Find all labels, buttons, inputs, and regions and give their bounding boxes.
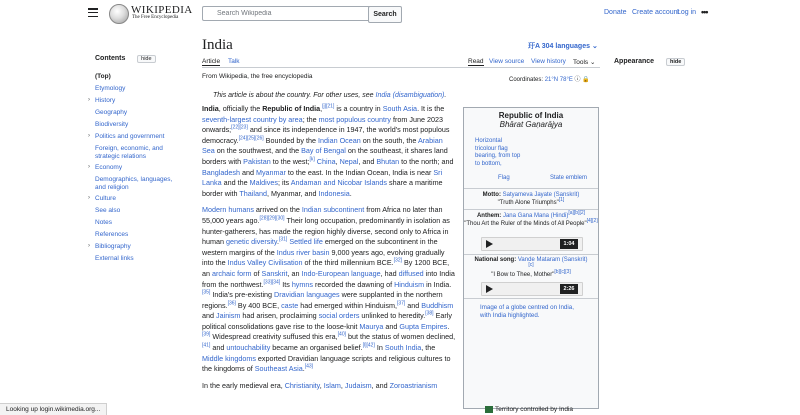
infobox-divider — [464, 188, 598, 189]
toc-item-politics[interactable]: Politics and government — [95, 133, 165, 140]
tab-talk[interactable]: Talk — [228, 58, 240, 65]
browser-status-bar: Looking up login.wikimedia.org... — [0, 403, 107, 415]
toc-item-references[interactable]: References — [95, 231, 129, 238]
legend-swatch — [485, 406, 493, 413]
national-song-row — [464, 257, 598, 280]
site-subtitle: From Wikipedia, the free encyclopedia — [202, 73, 313, 80]
table-of-contents — [88, 55, 190, 262]
create-account-link[interactable]: Create account — [632, 9, 680, 16]
wikipedia-wordmark[interactable]: WIKIPEDIA — [131, 4, 193, 16]
search-input[interactable] — [202, 6, 382, 21]
national-song-label: National song: — [474, 257, 517, 263]
tab-divider — [202, 67, 600, 68]
emblem-caption-link[interactable]: State emblem — [550, 175, 588, 181]
tab-article[interactable]: Article — [202, 58, 221, 65]
wikipedia-tagline: The Free Encyclopedia — [132, 15, 179, 20]
page-title: India — [202, 37, 233, 53]
toc-chevron-icon[interactable]: › — [88, 195, 90, 201]
toc-chevron-icon[interactable]: › — [88, 133, 90, 139]
infobox-title: Republic of India — [498, 111, 564, 120]
national-song-native-link[interactable]: Vande Mataram — [517, 257, 561, 263]
anthem-audio-player[interactable] — [481, 237, 583, 251]
wikipedia-globe-logo[interactable] — [109, 4, 129, 24]
anthem-language-link[interactable]: (Hindi) — [550, 213, 569, 219]
hatnote-link[interactable]: India (disambiguation) — [375, 92, 445, 99]
toc-chevron-icon[interactable]: › — [88, 164, 90, 170]
infobox — [463, 107, 599, 409]
national-song-refs[interactable]: [b][c][3] — [554, 269, 571, 275]
toc-item-bibliography[interactable]: Bibliography — [95, 243, 131, 250]
chevron-down-icon: ⌄ — [591, 43, 598, 50]
toc-item-see-also[interactable]: See also — [95, 207, 121, 214]
map-legend — [485, 406, 573, 413]
motto-english: "Truth Alone Triumphs" — [497, 199, 559, 206]
play-icon[interactable] — [486, 240, 493, 248]
national-song-audio-player[interactable] — [481, 282, 583, 296]
national-song-ref[interactable]: [c] — [528, 261, 534, 268]
lead-paragraph: India, officially the Republic of India,[j][21] is a country in South Asia. It is the seventh-largest country by area; the most populous country from June 2023 onwards;[22][23] and since its independence in 1947, the world's most populous democracy.[24][25][26] Bounded by the Indian Ocean on the south, the Arabian Sea on the southwest, and the Bay of Bengal on the southeast, it shares land borders with Pakistan to the west;[k] China, Nepal, and Bhutan to the north; and Bangladesh and Myanmar to the east. In the Indian Ocean, India is near Sri Lanka and the Maldives; its Andaman and Nicobar Islands share a maritime border with Thailand, Myanmar, and Indonesia. — [202, 103, 454, 198]
appearance-heading: Appearance — [614, 58, 655, 65]
lock-icon[interactable]: 🔒 — [582, 77, 590, 83]
toc-item-notes[interactable]: Notes — [95, 219, 112, 226]
search-button[interactable]: Search — [368, 6, 402, 23]
hatnote-suffix: . — [444, 92, 447, 99]
login-link[interactable]: Log in — [677, 9, 697, 16]
toc-item-geography[interactable]: Geography — [95, 109, 128, 116]
hatnote — [213, 92, 446, 99]
language-count: 304 languages — [541, 43, 590, 50]
main-menu-icon[interactable] — [88, 8, 98, 17]
motto-native-link[interactable]: Satyameva Jayate — [502, 192, 552, 198]
tools-label: Tools — [573, 59, 589, 66]
toc-item-external-links[interactable]: External links — [95, 255, 134, 262]
chevron-down-icon: ⌄ — [590, 59, 596, 66]
audio-duration: 1:04 — [560, 239, 578, 249]
legend-text: Territory controlled by India — [495, 406, 574, 414]
anthem-refs[interactable]: [a][b][2] — [568, 210, 586, 216]
motto-ref[interactable]: [1] — [558, 196, 565, 203]
language-selector[interactable] — [528, 41, 598, 51]
user-menu-ellipsis-icon[interactable]: ••• — [701, 7, 708, 17]
translate-icon: 玗A — [528, 43, 540, 50]
medieval-paragraph: In the early medieval era, Christianity, Islam, Judaism, and Zoroastrianism — [202, 380, 438, 390]
anthem-refs-2[interactable]: [4][2] — [586, 217, 598, 224]
motto-label: Motto: — [482, 192, 501, 198]
tab-view-history[interactable]: View history — [531, 58, 566, 65]
toc-item-economy[interactable]: Economy — [95, 164, 123, 171]
audio-duration: 2:26 — [560, 284, 578, 294]
anthem-row — [464, 210, 598, 228]
national-song-language-link[interactable]: (Sanskrit) — [561, 257, 588, 263]
anthem-label: Anthem: — [476, 213, 502, 219]
flag-caption-link[interactable]: Flag — [498, 175, 510, 181]
toc-item-culture[interactable]: Culture — [95, 195, 116, 202]
history-paragraph: Modern humans arrived on the Indian subcontinent from Africa no later than 55,000 years ago.[28][29][30] Their long occupation, predominantly in isolation as hunter-gatherers, has made the region highly diverse, second only to Africa in human genetic diversity.[31] Settled life emerged on the subcontinent in the western margins of the Indus river basin 9,000 years ago, evolving gradually into the Indus Valley Civilisation of the third millennium BCE.[32] By 1200 BCE, an archaic form of Sanskrit, an Indo-European language, had diffused into India from the northwest.[33][34] Its hymns recorded the dawning of Hinduism in India.[35] India's pre-existing Dravidian languages were supplanted in the northern regions.[36] By 400 BCE, caste had emerged within Hinduism,[37] and Buddhism and Jainism had arisen, proclaiming social orders unlinked to heredity.[38] Early political consolidations gave rise to the loose-knit Maurya and Gupta Empires.[39] Widespread creativity suffused this era,[40] but the status of women declined,[41] and untouchability became an organised belief.[l][42] In South India, the Middle kingdoms exported Dravidian language scripts and religious cultures to the kingdoms of Southeast Asia.[43] — [202, 205, 456, 374]
anthem-english: "Thou Art the Ruler of the Minds of All People" — [464, 220, 587, 227]
coordinates-value[interactable]: 21°N 78°E — [544, 77, 573, 83]
national-song-english: "I Bow to Thee, Mother" — [491, 272, 555, 278]
hatnote-text: This article is about the country. For other uses, see — [213, 92, 374, 99]
toc-header — [95, 55, 190, 63]
anthem-native-link[interactable]: Jana Gana Mana — [502, 213, 549, 219]
toc-item-demographics[interactable]: Demographics, languages, and religion — [95, 176, 173, 191]
article-body — [202, 104, 457, 397]
toc-item-top[interactable]: (Top) — [95, 73, 111, 80]
appearance-hide-button[interactable]: hide — [666, 58, 685, 66]
infobox-divider — [464, 254, 598, 255]
motto-language-link[interactable]: (Sanskrit) — [553, 192, 580, 198]
toc-item-history[interactable]: History — [95, 97, 116, 104]
toc-item-foreign-relations[interactable]: Foreign, economic, and strategic relations — [95, 145, 163, 160]
play-icon[interactable] — [486, 285, 493, 293]
toc-item-etymology[interactable]: Etymology — [95, 85, 126, 92]
coordinates[interactable] — [509, 74, 590, 83]
info-icon[interactable]: ⓘ — [574, 77, 581, 83]
globe-map-image[interactable]: Image of a globe centred on India, with India highlighted. — [480, 304, 574, 319]
site-header — [0, 0, 800, 28]
donate-link[interactable]: Donate — [604, 9, 627, 16]
toc-heading: Contents — [95, 55, 126, 62]
motto-row — [464, 192, 598, 207]
coordinates-label: Coordinates: — [509, 77, 544, 83]
infobox-divider — [464, 298, 598, 299]
appearance-panel — [614, 58, 685, 66]
toc-hide-button[interactable]: hide — [137, 55, 155, 63]
toc-chevron-icon[interactable]: › — [88, 243, 90, 249]
tab-tools[interactable] — [573, 58, 595, 66]
tab-read[interactable]: Read — [468, 58, 484, 65]
flag-image[interactable]: Horizontal tricolour flag bearing, from top to bottom, — [475, 138, 521, 167]
infobox-native-name: Bhārat Gaṇarājya — [499, 120, 563, 129]
tab-view-source[interactable]: View source — [489, 58, 525, 65]
toc-item-biodiversity[interactable]: Biodiversity — [95, 121, 129, 128]
toc-chevron-icon[interactable]: › — [88, 97, 90, 103]
